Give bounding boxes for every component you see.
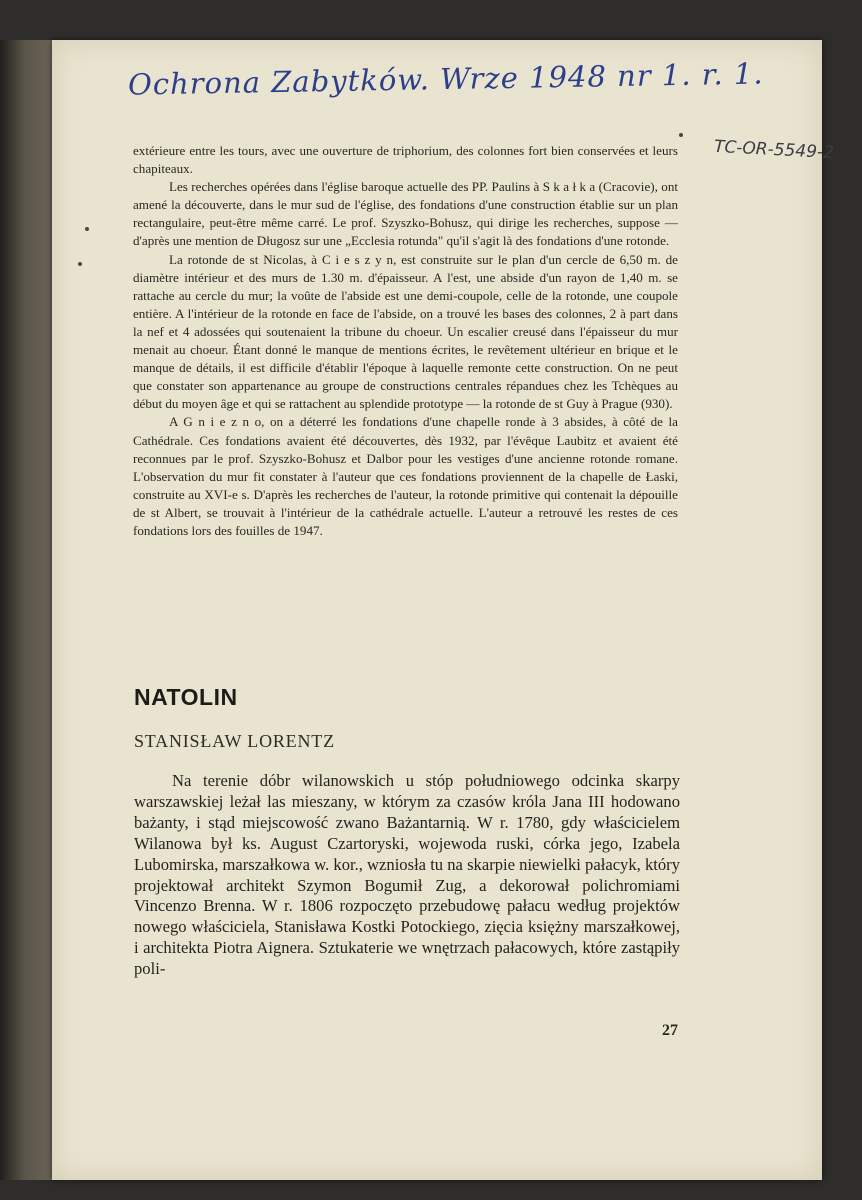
article-body bbox=[134, 771, 680, 980]
page-number: 27 bbox=[662, 1022, 678, 1039]
ink-dot bbox=[85, 227, 89, 231]
handwritten-note: Ochrona Zabytków. Wrze 1948 nr 1. r. 1. bbox=[127, 56, 764, 102]
paragraph: Na terenie dóbr wilanowskich u stóp południowego odcinka skarpy warszawskiej leżał las mieszany, w którym za czasów króla Jana III hodowano bażanty, i stąd miejscowość zwano Bażantarnią. W r. 1780, gdy właścicielem Wilanowa był ks. August Czartoryski, wojewoda ruski, córka jego, Izabela Lubomirska, marszałkowa w. kor., wzniosła tu na skarpie niewielki pałacyk, który projektował architekt Szymon Bogumił Zug, a dekorował polichromiami Vincenzo Brenna. W r. 1806 rozpoczęto przebudowę pałacu według projektów nowego właściciela, Stanisława Kostki Potockiego, zięcia księżny marszałkowej, i architekta Piotra Aignera. Sztukaterie we wnętrzach pałacowych, które zastąpiły poli- bbox=[134, 771, 680, 979]
call-number: TC-OR-5549-2 bbox=[713, 136, 835, 164]
paragraph: Les recherches opérées dans l'église baroque actuelle des PP. Paulins à S k a ł k a (Cracovie), ont amené la découverte, dans le mur sud de l'église, des fondations d'une construction établie sur un plan rectangulaire, peut-être même carré. Le prof. Szyszko-Bohusz, qui dirige les recherches, suppose — d'après une mention de Długosz sur une „Ecclesia rotunda" qu'il s'agit là des fondations d'une rotonde. bbox=[133, 179, 678, 249]
ink-dot bbox=[679, 133, 683, 137]
french-summary bbox=[133, 142, 678, 540]
article-title: NATOLIN bbox=[134, 684, 238, 710]
book-spine-edge bbox=[0, 40, 60, 1180]
paragraph: extérieure entre les tours, avec une ouverture de triphorium, des colonnes fort bien conservées et leurs chapiteaux. bbox=[133, 143, 678, 177]
paragraph: A G n i e z n o, on a déterré les fondations d'une chapelle ronde à 3 absides, à côté de la Cathédrale. Ces fondations avaient été découvertes, dès 1932, par l'évêque Laubitz et avaient été reconnues par le prof. Szyszko-Bohusz et Dalbor pour les vestiges d'une ancienne rotonde romane. L'observation du mur fit constater à l'auteur que ces fondations proviennent de la chapelle de Łaski, construite au XVI-e s. D'après les recherches de l'auteur, la rotonde primitive qui contenait la dépouille de st Albert, se trouvait à l'intérieur de la cathédrale actuelle. L'auteur a retrouvé les restes de ces fondations lors des fouilles de 1947. bbox=[133, 414, 678, 538]
ink-dot bbox=[78, 262, 82, 266]
article-author: STANISŁAW LORENTZ bbox=[134, 731, 335, 751]
paragraph: La rotonde de st Nicolas, à C i e s z y n, est construite sur le plan d'un cercle de 6,50 m. de diamètre intérieur et des murs de 1.30 m. d'épaisseur. A l'est, une abside d'un rayon de 1,40 m. se rattache au cercle du mur; la voûte de l'abside est une demi-coupole, celle de la rotonde, une coupole entière. A l'intérieur de la rotonde en face de l'abside, on a trouvé les bases des colonnes, 2 à part dans la nef et 4 adossées qui soutenaient la tribune du choeur. Un escalier creusé dans l'épaisseur du mur menait au choeur. Étant donné le manque de mentions écrites, le revêtement ultérieur en brique et le manque de détails, il est difficile d'établir l'époque à laquelle remonte cette construction. On ne peut que constater son appartenance au groupe de constructions centrales répandues chez les Tchèques au début du moyen âge et qui se rattachent au splendide prototype — la rotonde de st Guy à Prague (930). bbox=[133, 251, 678, 412]
